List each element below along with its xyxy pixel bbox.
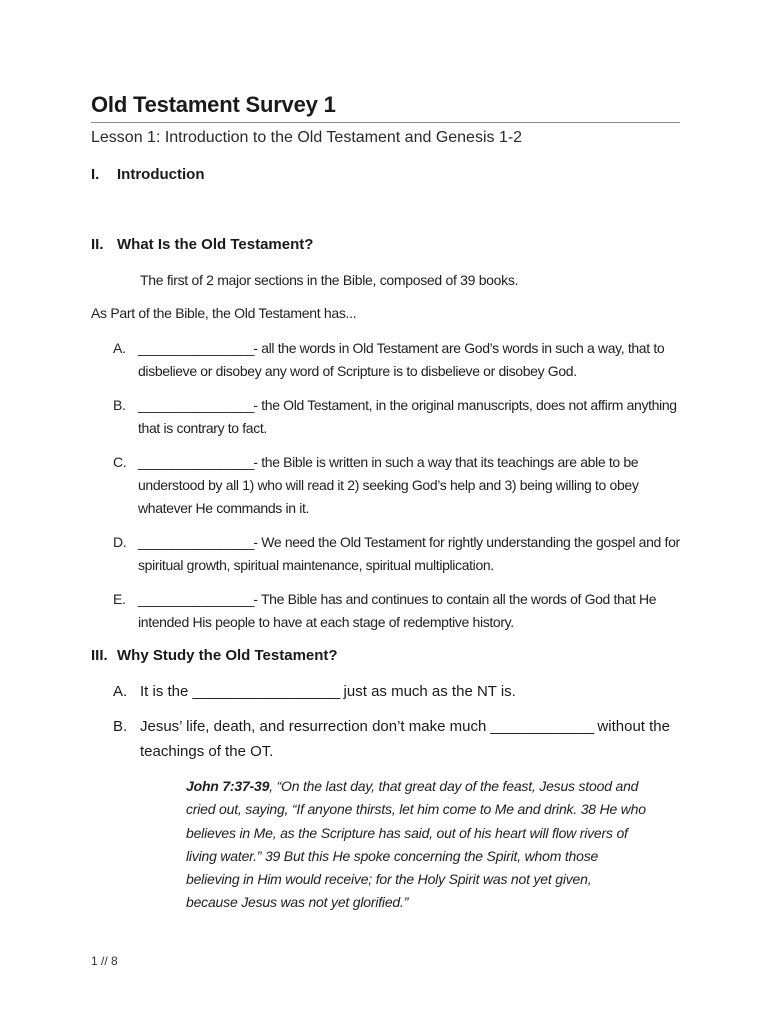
item-letter: A. bbox=[113, 340, 126, 356]
item-text: - We need the Old Testament for rightly understanding the gospel and for spiritual growth, spiritual maintenance, spiritual multiplication. bbox=[138, 534, 680, 573]
fill-in-blank: ____________________ bbox=[192, 683, 340, 700]
document-title: Old Testament Survey 1 bbox=[91, 92, 336, 117]
item-text: just as much as the NT is. bbox=[339, 683, 516, 700]
section-heading-why-study-ot bbox=[91, 647, 338, 664]
item-text: - all the words in Old Testament are God’s words in such a way, that to disbelieve or disobey any word of Scripture is to disbelieve or disobey God. bbox=[138, 340, 665, 379]
list-item bbox=[113, 714, 683, 764]
section-number: II. bbox=[91, 236, 104, 253]
fill-in-blank: _________________ bbox=[138, 454, 254, 470]
item-letter: A. bbox=[113, 683, 128, 700]
fill-in-blank: _________________ bbox=[138, 534, 254, 550]
section-heading-what-is-ot bbox=[91, 236, 313, 253]
list-item bbox=[113, 531, 683, 577]
section-title: What Is the Old Testament? bbox=[117, 236, 314, 253]
attributes-lead-in: As Part of the Bible, the Old Testament has... bbox=[91, 305, 357, 321]
section-heading-introduction bbox=[91, 166, 204, 183]
scripture-reference: John 7:37-39 bbox=[186, 778, 270, 794]
ot-definition: The first of 2 major sections in the Bible, composed of 39 books. bbox=[140, 272, 519, 288]
section-number: I. bbox=[91, 166, 100, 183]
item-text: Jesus’ life, death, and resurrection don’t make much bbox=[140, 718, 491, 735]
list-item bbox=[113, 394, 683, 440]
item-letter: B. bbox=[113, 397, 126, 413]
lesson-subtitle: Lesson 1: Introduction to the Old Testament and Genesis 1-2 bbox=[91, 129, 523, 146]
fill-in-blank: _________________ bbox=[138, 340, 254, 356]
item-letter: D. bbox=[113, 534, 127, 550]
item-text: - The Bible has and continues to contain all the words of God that He intended His people to have at each stage of redemptive history. bbox=[138, 591, 657, 630]
item-letter: B. bbox=[113, 718, 128, 735]
section-title: Introduction bbox=[117, 166, 205, 183]
item-letter: C. bbox=[113, 454, 127, 470]
fill-in-blank: _________________ bbox=[138, 591, 254, 607]
item-text: - the Bible is written in such a way that its teachings are able to be understood by all 1) who will read it 2) seeking God’s help and 3) being willing to obey whatever He commands in it. bbox=[138, 454, 639, 516]
scripture-text: , “On the last day, that great day of the feast, Jesus stood and cried out, saying, “If anyone thirsts, let him come to Me and drink. 38 He who believes in Me, as the Scripture has said, out of his heart will flow rivers of living water.” 39 But this He spoke concerning the Spirit, whom those believing in Him would receive; for the Holy Spirit was not yet given, because Jesus was not yet glorified.” bbox=[186, 778, 646, 911]
fill-in-blank: _________________ bbox=[138, 397, 254, 413]
item-text: - the Old Testament, in the original manuscripts, does not affirm anything that is contrary to fact. bbox=[138, 397, 677, 436]
list-item bbox=[113, 451, 683, 520]
item-text: It is the bbox=[140, 683, 193, 700]
scripture-quote bbox=[186, 775, 646, 915]
list-item bbox=[113, 337, 683, 383]
item-letter: E. bbox=[113, 591, 126, 607]
title-divider bbox=[91, 122, 680, 123]
section-number: III. bbox=[91, 647, 108, 664]
list-item bbox=[113, 588, 683, 634]
item-text: without the teachings of the OT. bbox=[140, 718, 670, 760]
fill-in-blank: ______________ bbox=[490, 718, 594, 735]
list-item bbox=[113, 679, 683, 704]
page-number: 1 // 8 bbox=[91, 954, 118, 968]
section-title: Why Study the Old Testament? bbox=[117, 647, 338, 664]
